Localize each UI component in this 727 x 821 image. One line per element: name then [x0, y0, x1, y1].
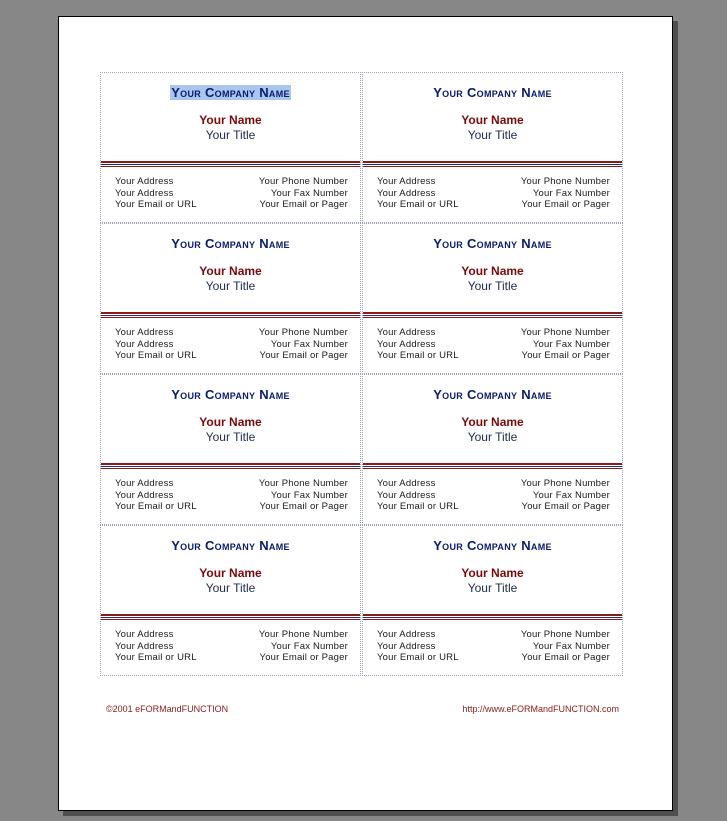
person-title[interactable]: Your Title	[205, 128, 256, 142]
fax-number[interactable]: Your Fax Number	[270, 187, 348, 199]
email-url[interactable]: Your Email or URL	[377, 652, 459, 663]
address-line[interactable]: Your Address	[377, 327, 436, 338]
company-name[interactable]	[363, 85, 622, 100]
company-name-text[interactable]: Your Company Name	[171, 538, 290, 553]
person-name[interactable]: Your Name	[199, 113, 262, 127]
contact-right	[259, 629, 348, 664]
business-card-7[interactable]	[100, 525, 361, 676]
business-card-8[interactable]	[362, 525, 623, 676]
business-card-2[interactable]	[362, 72, 623, 223]
divider-rule	[101, 312, 360, 318]
contact-left	[115, 629, 197, 664]
person-title[interactable]: Your Title	[205, 279, 256, 293]
divider-rule	[101, 463, 360, 469]
contact-left	[377, 478, 459, 513]
address-line-2[interactable]: Your Address	[377, 187, 436, 199]
contact-left	[115, 327, 197, 362]
divider-rule	[101, 614, 360, 620]
person-title[interactable]: Your Title	[467, 581, 518, 595]
contact-right	[521, 478, 610, 513]
person-name[interactable]: Your Name	[199, 264, 262, 278]
address-line-2[interactable]: Your Address	[115, 187, 174, 199]
fax-number[interactable]: Your Fax Number	[532, 489, 610, 501]
address-line[interactable]: Your Address	[115, 629, 174, 640]
address-line[interactable]: Your Address	[377, 629, 436, 640]
fax-number[interactable]: Your Fax Number	[270, 338, 348, 350]
address-line-2[interactable]: Your Address	[115, 338, 174, 350]
company-name-text[interactable]: Your Company Name	[433, 387, 552, 402]
phone-number[interactable]: Your Phone Number	[258, 176, 348, 187]
email-url[interactable]: Your Email or URL	[377, 501, 459, 512]
business-card-1[interactable]	[100, 72, 361, 223]
person-title[interactable]: Your Title	[205, 430, 256, 444]
email-url[interactable]: Your Email or URL	[377, 350, 459, 361]
company-name-text[interactable]: Your Company Name	[171, 85, 290, 100]
divider-rule	[101, 161, 360, 167]
contact-left	[377, 629, 459, 664]
divider-rule	[363, 312, 622, 318]
footer-url[interactable]: http://www.eFORMandFUNCTION.com	[462, 704, 619, 714]
company-name-text[interactable]: Your Company Name	[433, 85, 552, 100]
email-pager[interactable]: Your Email or Pager	[259, 501, 348, 512]
person-title[interactable]: Your Title	[467, 279, 518, 293]
address-line[interactable]: Your Address	[115, 176, 174, 187]
person-name[interactable]: Your Name	[199, 566, 262, 580]
divider-rule	[363, 614, 622, 620]
person-name[interactable]: Your Name	[461, 566, 524, 580]
document-page	[58, 16, 673, 811]
phone-number[interactable]: Your Phone Number	[520, 327, 610, 338]
business-card-5[interactable]	[100, 374, 361, 525]
person-title[interactable]: Your Title	[467, 128, 518, 142]
address-line-2[interactable]: Your Address	[377, 338, 436, 350]
address-line[interactable]: Your Address	[115, 327, 174, 338]
business-card-sheet	[100, 72, 623, 677]
contact-right	[259, 327, 348, 362]
person-name[interactable]: Your Name	[199, 415, 262, 429]
company-name[interactable]	[363, 538, 622, 553]
contact-right	[521, 327, 610, 362]
email-pager[interactable]: Your Email or Pager	[521, 199, 610, 210]
address-line-2[interactable]: Your Address	[377, 489, 436, 501]
company-name-text[interactable]: Your Company Name	[171, 387, 290, 402]
address-line-2[interactable]: Your Address	[115, 640, 174, 652]
contact-left	[115, 176, 197, 211]
email-pager[interactable]: Your Email or Pager	[259, 652, 348, 663]
address-line-2[interactable]: Your Address	[115, 489, 174, 501]
business-card-3[interactable]	[100, 223, 361, 374]
divider-rule	[363, 463, 622, 469]
company-name[interactable]	[101, 236, 360, 251]
fax-number[interactable]: Your Fax Number	[270, 640, 348, 652]
person-name[interactable]: Your Name	[461, 264, 524, 278]
person-title[interactable]: Your Title	[205, 581, 256, 595]
person-name[interactable]: Your Name	[461, 415, 524, 429]
phone-number[interactable]: Your Phone Number	[520, 478, 610, 489]
company-name[interactable]	[101, 538, 360, 553]
email-url[interactable]: Your Email or URL	[115, 652, 197, 663]
company-name-text[interactable]: Your Company Name	[433, 236, 552, 251]
phone-number[interactable]: Your Phone Number	[258, 327, 348, 338]
fax-number[interactable]: Your Fax Number	[532, 640, 610, 652]
contact-left	[377, 176, 459, 211]
phone-number[interactable]: Your Phone Number	[520, 629, 610, 640]
email-pager[interactable]: Your Email or Pager	[259, 350, 348, 361]
email-url[interactable]: Your Email or URL	[377, 199, 459, 210]
email-url[interactable]: Your Email or URL	[115, 350, 197, 361]
company-name-text[interactable]: Your Company Name	[171, 236, 290, 251]
address-line[interactable]: Your Address	[377, 176, 436, 187]
business-card-4[interactable]	[362, 223, 623, 374]
company-name[interactable]	[363, 387, 622, 402]
fax-number[interactable]: Your Fax Number	[270, 489, 348, 501]
address-line[interactable]: Your Address	[377, 478, 436, 489]
contact-right	[521, 176, 610, 211]
company-name-text[interactable]: Your Company Name	[433, 538, 552, 553]
business-card-6[interactable]	[362, 374, 623, 525]
phone-number[interactable]: Your Phone Number	[258, 478, 348, 489]
email-pager[interactable]: Your Email or Pager	[259, 199, 348, 210]
email-pager[interactable]: Your Email or Pager	[521, 652, 610, 663]
company-name[interactable]	[101, 85, 360, 100]
contact-right	[259, 478, 348, 513]
footer-copyright: ©2001 eFORMandFUNCTION	[106, 704, 229, 714]
address-line-2[interactable]: Your Address	[377, 640, 436, 652]
person-title[interactable]: Your Title	[467, 430, 518, 444]
phone-number[interactable]: Your Phone Number	[520, 176, 610, 187]
address-line[interactable]: Your Address	[115, 478, 174, 489]
contact-right	[521, 629, 610, 664]
person-name[interactable]: Your Name	[461, 113, 524, 127]
fax-number[interactable]: Your Fax Number	[532, 338, 610, 350]
contact-left	[377, 327, 459, 362]
contact-right	[259, 176, 348, 211]
email-url[interactable]: Your Email or URL	[115, 501, 197, 512]
contact-left	[115, 478, 197, 513]
divider-rule	[363, 161, 622, 167]
phone-number[interactable]: Your Phone Number	[258, 629, 348, 640]
email-pager[interactable]: Your Email or Pager	[521, 350, 610, 361]
fax-number[interactable]: Your Fax Number	[532, 187, 610, 199]
company-name[interactable]	[101, 387, 360, 402]
email-pager[interactable]: Your Email or Pager	[521, 501, 610, 512]
email-url[interactable]: Your Email or URL	[115, 199, 197, 210]
company-name[interactable]	[363, 236, 622, 251]
